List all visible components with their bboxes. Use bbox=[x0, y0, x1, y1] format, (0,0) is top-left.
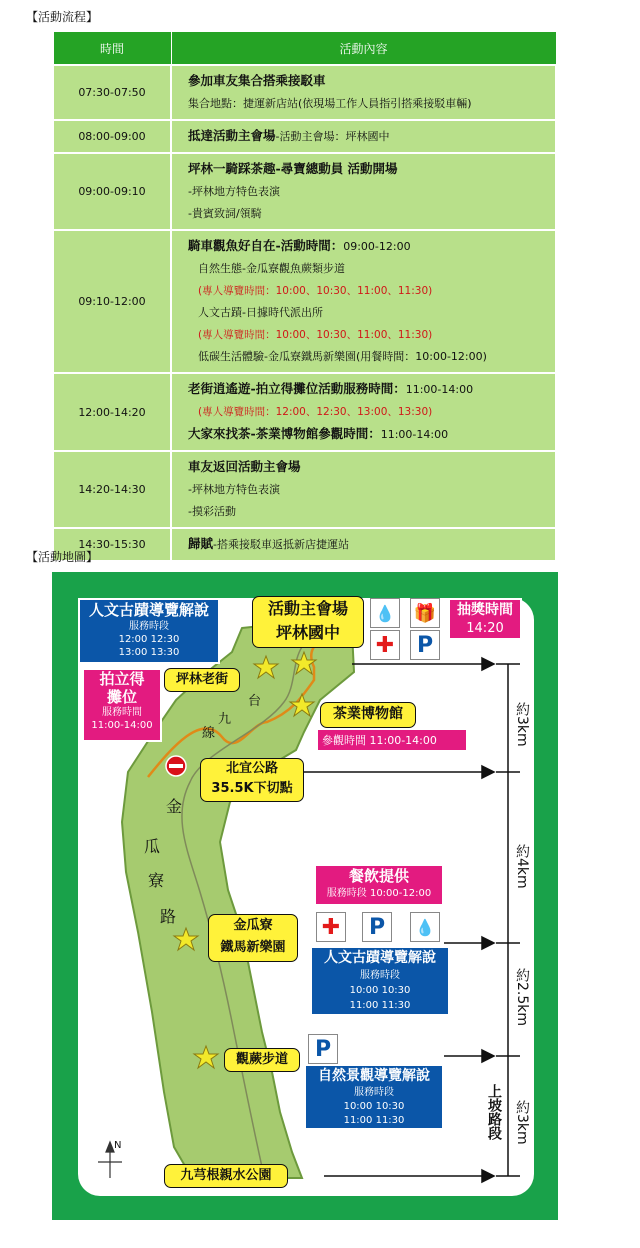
nature-tour-box bbox=[304, 1064, 444, 1130]
activity-text: 低碳生活體驗-金瓜寮鐵馬新樂園(用餐時間：10:00-12:00) bbox=[198, 350, 487, 363]
distance-1: 約3km bbox=[514, 702, 530, 747]
polaroid-time: 11:00-14:00 bbox=[91, 720, 153, 731]
route-9-label-3: 線 bbox=[202, 726, 216, 741]
activity-line bbox=[188, 324, 549, 346]
dining-time: 服務時段 10:00-12:00 bbox=[326, 888, 432, 899]
nature-time-1: 10:00 10:30 bbox=[343, 1101, 405, 1112]
first-aid-icon: ✚ bbox=[316, 912, 346, 942]
activity-line bbox=[188, 533, 549, 556]
activity-text: -摸彩活動 bbox=[188, 505, 236, 518]
activity-suffix: 11:00-14:00 bbox=[380, 428, 449, 441]
activity-suffix: -搭乘接駁車返抵新店捷運站 bbox=[213, 538, 349, 551]
main-venue-line-1: 活動主會場 bbox=[267, 599, 348, 618]
distance-4: 約3km bbox=[514, 1100, 530, 1145]
road-char-2: 瓜 bbox=[144, 837, 161, 856]
heritage-mid-title: 人文古蹟導覽解說 bbox=[324, 950, 436, 966]
activity-text: 集合地點：捷運新店站(依現場工作人員指引搭乘接駁車輛) bbox=[188, 97, 472, 110]
time-cell: 12:00-14:20 bbox=[53, 373, 171, 451]
activity-text: (專人導覽時間：10:00、10:30、11:00、11:30) bbox=[198, 285, 433, 297]
road-char-1: 金 bbox=[166, 797, 183, 816]
beiyi-line-2: 35.5K下切點 bbox=[211, 781, 293, 796]
activity-cell bbox=[171, 65, 556, 120]
water-icon: 💧 bbox=[410, 912, 440, 942]
activity-suffix: -活動主會場：坪林國中 bbox=[275, 130, 390, 143]
activity-line bbox=[188, 479, 549, 501]
activity-line bbox=[188, 423, 549, 446]
fern-trail-label: 觀蕨步道 bbox=[224, 1048, 300, 1072]
activity-text: -貴賓致詞/領騎 bbox=[188, 207, 262, 220]
activity-cell bbox=[171, 528, 556, 561]
nature-time-2: 11:00 11:30 bbox=[343, 1115, 405, 1126]
heritage-top-time-2: 13:00 13:30 bbox=[118, 647, 180, 658]
map-section-title: 【活動地圖】 bbox=[26, 550, 99, 564]
road-char-4: 路 bbox=[160, 907, 177, 926]
activity-suffix: 09:00-12:00 bbox=[343, 240, 411, 253]
activity-text: 歸賦 bbox=[188, 536, 214, 551]
table-row bbox=[53, 373, 556, 451]
table-row bbox=[53, 153, 556, 230]
north-label: N bbox=[114, 1140, 122, 1151]
activity-text: (專人導覽時間：12:00、12:30、13:00、13:30) bbox=[198, 406, 433, 418]
activity-text: -坪林地方特色表演 bbox=[188, 483, 280, 496]
heritage-top-sub: 服務時段 bbox=[129, 621, 169, 632]
time-cell: 08:00-09:00 bbox=[53, 120, 171, 153]
table-row bbox=[53, 230, 556, 373]
header-content: 活動內容 bbox=[171, 32, 556, 66]
heritage-top-time-1: 12:00 12:30 bbox=[118, 634, 180, 645]
time-cell: 09:00-09:10 bbox=[53, 153, 171, 230]
time-cell: 07:30-07:50 bbox=[53, 65, 171, 120]
bike-park-line-2: 鐵馬新樂園 bbox=[220, 940, 286, 955]
activity-line bbox=[188, 378, 549, 401]
tea-museum-label: 茶業博物館 bbox=[320, 702, 416, 728]
heritage-tour-box-top bbox=[78, 598, 220, 664]
polaroid-sub: 服務時間 bbox=[102, 707, 142, 718]
activity-text: 大家來找茶-茶業博物館參觀時間： bbox=[188, 426, 381, 441]
activity-text: 坪林一騎踩茶趣-尋寶總動員 活動開場 bbox=[188, 161, 398, 176]
activity-text: 人文古蹟-日據時代派出所 bbox=[198, 306, 323, 319]
heritage-mid-time-2: 11:00 11:30 bbox=[349, 1000, 411, 1011]
activity-line bbox=[188, 346, 549, 368]
lottery-time: 14:20 bbox=[466, 621, 504, 636]
bike-park-label bbox=[208, 914, 298, 962]
old-street-label: 坪林老街 bbox=[164, 668, 240, 692]
parking-icon: P bbox=[410, 630, 440, 660]
main-venue-label bbox=[252, 596, 364, 648]
activity-cell bbox=[171, 120, 556, 153]
waterpark-label: 九芎根親水公園 bbox=[164, 1164, 288, 1188]
activity-line bbox=[188, 125, 549, 148]
time-cell: 09:10-12:00 bbox=[53, 230, 171, 373]
polaroid-booth-box bbox=[82, 668, 162, 742]
tea-museum-hours: 參觀時間 11:00-14:00 bbox=[318, 730, 466, 750]
heritage-mid-sub: 服務時段 bbox=[360, 970, 400, 981]
first-aid-icon: ✚ bbox=[370, 630, 400, 660]
dining-title: 餐飲提供 bbox=[348, 867, 409, 885]
activity-line bbox=[188, 456, 549, 479]
lottery-title: 抽獎時間 bbox=[457, 602, 513, 618]
route-9-label-1: 九 bbox=[218, 712, 232, 727]
activity-text: 自然生態-金瓜寮觀魚蕨類步道 bbox=[198, 262, 345, 275]
heritage-top-title: 人文古蹟導覽解說 bbox=[88, 601, 209, 619]
parking-icon: P bbox=[308, 1034, 338, 1064]
main-venue-line-2: 坪林國中 bbox=[275, 623, 340, 642]
activity-text: 參加車友集合搭乘接駁車 bbox=[188, 73, 326, 88]
distance-2: 約4km bbox=[514, 844, 530, 889]
time-cell: 14:30-15:30 bbox=[53, 528, 171, 561]
table-header-row bbox=[53, 32, 556, 66]
header-time: 時間 bbox=[53, 32, 171, 66]
beiyi-line-1: 北宜公路 bbox=[225, 761, 278, 776]
schedule-table bbox=[52, 31, 557, 562]
schedule-section-title: 【活動流程】 bbox=[26, 10, 99, 24]
activity-text: -坪林地方特色表演 bbox=[188, 185, 280, 198]
nature-sub: 服務時段 bbox=[354, 1087, 394, 1098]
activity-line bbox=[188, 401, 549, 423]
parking-icon: P bbox=[362, 912, 392, 942]
activity-text: (專人導覽時間：10:00、10:30、11:00、11:30) bbox=[198, 329, 433, 341]
activity-line bbox=[188, 70, 549, 93]
activity-cell bbox=[171, 451, 556, 528]
activity-map bbox=[52, 572, 558, 1220]
road-char-3: 寮 bbox=[148, 871, 165, 890]
beiyi-highway-label bbox=[200, 758, 304, 802]
table-row bbox=[53, 451, 556, 528]
activity-line bbox=[188, 93, 549, 115]
heritage-mid-time-1: 10:00 10:30 bbox=[349, 985, 411, 996]
activity-cell bbox=[171, 230, 556, 373]
activity-line bbox=[188, 302, 549, 324]
polaroid-title-2: 攤位 bbox=[106, 688, 137, 706]
activity-text: 抵達活動主會場 bbox=[188, 128, 276, 143]
activity-line bbox=[188, 280, 549, 302]
activity-suffix: 11:00-14:00 bbox=[405, 383, 474, 396]
dining-box bbox=[314, 864, 444, 906]
activity-cell bbox=[171, 373, 556, 451]
distance-3: 約2.5km bbox=[514, 968, 530, 1027]
table-row bbox=[53, 528, 556, 561]
activity-text: 車友返回活動主會場 bbox=[188, 459, 301, 474]
activity-line bbox=[188, 203, 549, 225]
activity-line bbox=[188, 181, 549, 203]
gift-icon: 🎁 bbox=[410, 598, 440, 628]
activity-line bbox=[188, 158, 549, 181]
route-9-label-2: 台 bbox=[248, 694, 262, 709]
nature-title: 自然景觀導覽解說 bbox=[318, 1068, 430, 1084]
activity-cell bbox=[171, 153, 556, 230]
activity-line bbox=[188, 501, 549, 523]
time-cell: 14:20-14:30 bbox=[53, 451, 171, 528]
uphill-label: 上坡路段 bbox=[486, 1084, 502, 1140]
activity-text: 騎車觀魚好自在-活動時間： bbox=[188, 238, 344, 253]
no-entry-icon bbox=[166, 756, 186, 776]
activity-text: 老街逍遙遊-拍立得攤位活動服務時間： bbox=[188, 381, 406, 396]
activity-line bbox=[188, 258, 549, 280]
lottery-box bbox=[448, 598, 522, 640]
bike-park-line-1: 金瓜寮 bbox=[233, 918, 273, 933]
table-row bbox=[53, 120, 556, 153]
water-icon: 💧 bbox=[370, 598, 400, 628]
polaroid-title-1: 拍立得 bbox=[99, 670, 145, 688]
heritage-tour-box-mid bbox=[310, 946, 450, 1016]
activity-line bbox=[188, 235, 549, 258]
table-row bbox=[53, 65, 556, 120]
